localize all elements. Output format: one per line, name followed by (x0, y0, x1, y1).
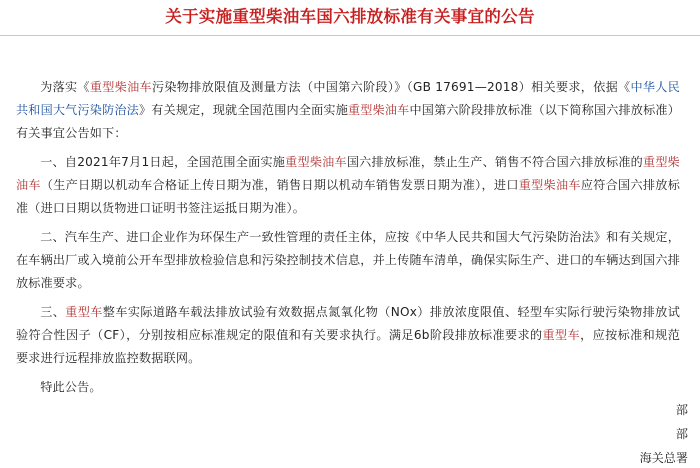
page-title: 关于实施重型柴油车国六排放标准有关事宜的公告 (165, 7, 535, 26)
item-1-text-1: 一、自2021年7月1日起，全国范围全面实施 (40, 155, 286, 169)
item-3-paragraph (16, 301, 680, 370)
intro-text-3: 》有关规定，现就全国范围内全面实施 (138, 103, 348, 117)
intro-paragraph (16, 76, 680, 145)
item-1-text-3: （生产日期以机动车合格证上传日期为准，销售日期以机动车销售发票日期为准），进口 (40, 178, 519, 192)
announcement-body (16, 76, 680, 399)
signature-line-3: 海关总署 (639, 451, 688, 465)
keyword-link-heavy-diesel[interactable]: 重型柴油车 (285, 155, 347, 169)
signature-line-2: 部 (675, 427, 688, 441)
signature-line-1: 部 (675, 403, 688, 417)
intro-text-1: 为落实《 (40, 80, 90, 94)
keyword-link-heavy-vehicle[interactable]: 重型车 (542, 328, 581, 342)
keyword-link-heavy-diesel[interactable]: 重型柴油车 (518, 178, 581, 192)
item-3-text-1: 三、 (40, 305, 66, 319)
item-1-text-4: 应符合国六排放标准（进口日期以货物进口证明书签注运抵日期为准）。 (16, 178, 680, 215)
item-2-paragraph (16, 226, 680, 295)
keyword-link-heavy-diesel[interactable]: 重型柴油车 (89, 80, 152, 94)
keyword-link-heavy-diesel[interactable]: 重型柴油车 (16, 155, 680, 192)
item-1-paragraph (16, 151, 680, 220)
keyword-link-heavy-diesel[interactable]: 重型柴油车 (348, 103, 410, 117)
item-2-text: 二、汽车生产、进口企业作为环保生产一致性管理的责任主体，应按《中华人民共和国大气污染防治法》和有关规定，在车辆出厂或入境前公开车型排放检验信息和污染控制技术信息，并上传随车清单，确保实际生产、进口的车辆达到国六排放标准要求。 (16, 230, 680, 290)
item-3-text-2: 整车实际道路车载法排放试验有效数据点氮氧化物（NOx）排放浓度限值、轻型车实际行驶污染物排放试验符合性因子（CF），分别按相应标准规定的限值和有关要求执行。满足6b阶段排放标准要求的 (16, 305, 680, 342)
intro-text-2: 污染物排放限值及测量方法（中国第六阶段）》（GB 17691—2018）相关要求，依据《 (151, 80, 631, 94)
law-link[interactable]: 中华人民共和国大气污染防治法 (16, 80, 680, 117)
keyword-link-heavy-vehicle[interactable]: 重型车 (65, 305, 103, 319)
item-3-text-3: ，应按标准和规范要求进行远程排放监控数据联网。 (16, 328, 680, 365)
intro-text-4: 中国第六阶段排放标准（以下简称国六排放标准）有关事宜公告如下： (16, 103, 680, 140)
item-1-text-2: 国六排放标准，禁止生产、销售不符合国六排放标准的 (346, 155, 643, 169)
title-divider (0, 35, 700, 36)
closing-statement: 特此公告。 (40, 380, 102, 394)
